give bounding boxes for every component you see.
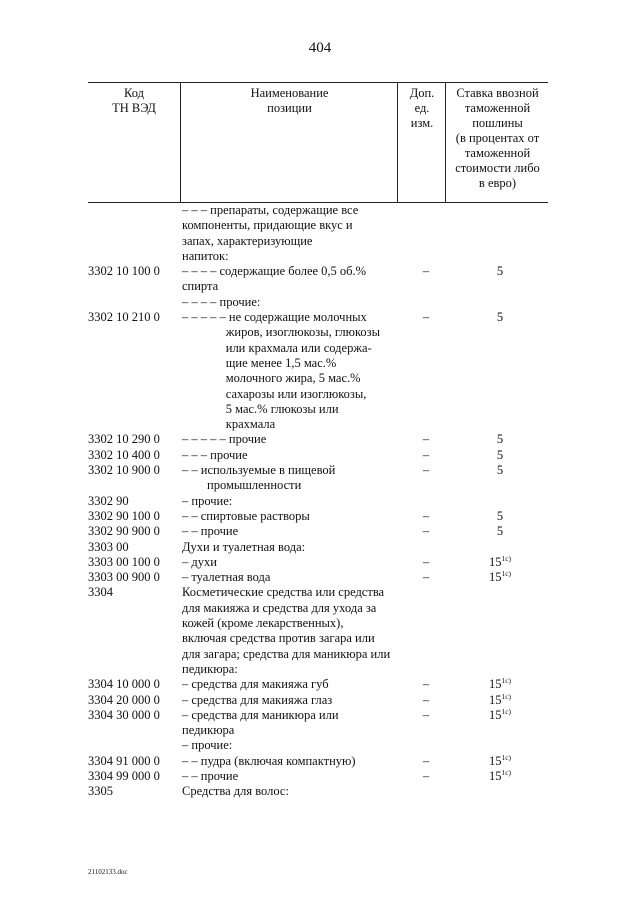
- table-row: [88, 677, 548, 692]
- row-code: 3302 90 900 0: [88, 524, 160, 539]
- description-line: для загара; средства для маникюра или: [182, 646, 391, 661]
- rate-footnote: 1с): [501, 691, 512, 701]
- description-line: для макияжа и средства для ухода за: [182, 600, 377, 615]
- table-row: [88, 203, 548, 264]
- row-description: [182, 448, 400, 463]
- row-description: [182, 310, 400, 432]
- table-row: [88, 524, 548, 539]
- row-rate: [452, 509, 548, 524]
- table-row: [88, 570, 548, 585]
- rate-value: 5: [496, 447, 504, 462]
- table-row: [88, 310, 548, 432]
- rate-value: 5: [496, 264, 504, 279]
- description-line: или крахмала или содержа-: [182, 340, 372, 355]
- table-row: [88, 264, 548, 295]
- row-code: 3302 90: [88, 493, 129, 508]
- description-line: – туалетная вода: [182, 570, 271, 585]
- table-row: [88, 448, 548, 463]
- table-row: [88, 754, 548, 769]
- row-rate: [452, 463, 548, 478]
- rate-footnote: 1с): [501, 553, 512, 563]
- row-code: 3303 00 900 0: [88, 570, 160, 585]
- description-line: спирта: [182, 279, 219, 294]
- description-line: включая средства против загара или: [182, 631, 375, 646]
- description-line: – – прочие: [182, 524, 239, 539]
- table-row: [88, 585, 548, 677]
- rate-value: 15: [488, 677, 502, 692]
- row-code: 3302 10 290 0: [88, 432, 160, 447]
- description-line: педикюра: [182, 723, 235, 738]
- row-code: 3304 99 000 0: [88, 768, 160, 783]
- rate-value: 15: [488, 768, 502, 783]
- table-row: [88, 509, 548, 524]
- description-line: – – пудра (включая компактную): [182, 753, 356, 768]
- description-line: – духи: [182, 554, 217, 569]
- description-line: – – – препараты, содержащие все: [182, 203, 359, 217]
- row-unit: –: [422, 432, 430, 447]
- rate-footnote: 1с): [501, 706, 512, 716]
- description-line: – прочие:: [182, 493, 233, 508]
- row-rate: [452, 754, 548, 769]
- description-line: – – – – – прочие: [182, 432, 267, 447]
- rate-value: 5: [496, 524, 504, 539]
- row-code: 3304 10 000 0: [88, 677, 160, 692]
- description-line: крахмала: [182, 417, 276, 432]
- rate-footnote: 1с): [501, 767, 512, 777]
- row-description: [182, 708, 400, 739]
- row-rate: [452, 693, 548, 708]
- row-unit: –: [422, 692, 430, 707]
- description-line: – средства для макияжа губ: [182, 677, 329, 692]
- row-description: [182, 738, 400, 753]
- description-line: – – прочие: [182, 768, 239, 783]
- row-unit: –: [422, 554, 430, 569]
- description-line: – – – – – не содержащие молочных: [182, 310, 367, 325]
- description-line: – – – – содержащие более 0,5 об.%: [182, 264, 367, 279]
- row-description: [182, 754, 400, 769]
- description-line: Духи и туалетная вода:: [182, 539, 306, 554]
- rate-value: 5: [496, 310, 504, 325]
- rate-footnote: 1с): [501, 752, 512, 762]
- row-rate: [452, 677, 548, 692]
- description-line: жиров, изоглюкозы, глюкозы: [182, 325, 380, 340]
- row-description: [182, 570, 400, 585]
- rate-value: 5: [496, 432, 504, 447]
- row-unit: –: [422, 753, 430, 768]
- description-line: – средства для макияжа глаз: [182, 692, 333, 707]
- description-line: – – спиртовые растворы: [182, 508, 310, 523]
- row-code: 3305: [88, 784, 113, 799]
- column-divider: [445, 82, 446, 202]
- rate-value: 15: [488, 554, 502, 569]
- table-row: [88, 738, 548, 753]
- rate-value: 15: [488, 753, 502, 768]
- row-code: 3302 10 210 0: [88, 310, 160, 325]
- page-number: 404: [308, 40, 332, 56]
- tariff-table-body: [88, 203, 548, 800]
- description-line: щие менее 1,5 мас.%: [182, 355, 337, 370]
- row-code: 3304: [88, 585, 113, 600]
- table-row: [88, 693, 548, 708]
- description-line: 5 мас.% глюкозы или: [182, 401, 339, 416]
- row-code: 3304 20 000 0: [88, 692, 160, 707]
- row-description: [182, 784, 400, 799]
- row-code: 3302 10 400 0: [88, 447, 160, 462]
- header-code: Код ТН ВЭД: [112, 86, 156, 115]
- description-line: компоненты, придающие вкус и: [182, 218, 353, 233]
- table-row: [88, 295, 548, 310]
- row-unit: –: [422, 707, 430, 722]
- description-line: – – – прочие: [182, 447, 248, 462]
- row-description: [182, 693, 400, 708]
- column-divider: [180, 82, 181, 202]
- row-rate: [452, 524, 548, 539]
- row-unit: –: [422, 463, 430, 478]
- column-divider: [397, 82, 398, 202]
- row-description: [182, 769, 400, 784]
- rate-value: 15: [488, 707, 502, 722]
- rate-footnote: 1с): [501, 568, 512, 578]
- row-description: [182, 295, 400, 310]
- row-unit: –: [422, 508, 430, 523]
- rate-value: 5: [496, 463, 504, 478]
- row-description: [182, 203, 400, 264]
- table-row: [88, 769, 548, 784]
- row-description: [182, 585, 400, 677]
- row-unit: –: [422, 677, 430, 692]
- row-description: [182, 509, 400, 524]
- row-rate: [452, 555, 548, 570]
- row-unit: –: [422, 768, 430, 783]
- rate-value: 15: [488, 570, 502, 585]
- description-line: промышленности: [182, 478, 302, 493]
- row-code: 3302 10 900 0: [88, 463, 160, 478]
- rate-value: 5: [496, 508, 504, 523]
- table-row: [88, 555, 548, 570]
- row-code: 3304 30 000 0: [88, 707, 160, 722]
- row-code: 3302 10 100 0: [88, 264, 160, 279]
- table-row: [88, 708, 548, 739]
- row-code: 3303 00: [88, 539, 129, 554]
- table-row: [88, 494, 548, 509]
- description-line: – средства для маникюра или: [182, 707, 339, 722]
- header-unit: Доп. ед. изм.: [409, 86, 435, 130]
- header-rate: Ставка ввозной таможенной пошлины (в процентах от таможенной стоимости либо в евро): [455, 86, 540, 190]
- description-line: Средства для волос:: [182, 784, 289, 799]
- description-line: Косметические средства или средства: [182, 585, 385, 600]
- description-line: кожей (кроме лекарственных),: [182, 616, 344, 631]
- row-rate: [452, 708, 548, 723]
- table-row: [88, 463, 548, 494]
- description-line: – прочие:: [182, 738, 233, 753]
- description-line: сахарозы или изоглюкозы,: [182, 386, 367, 401]
- row-rate: [452, 310, 548, 325]
- row-description: [182, 677, 400, 692]
- description-line: молочного жира, 5 мас.%: [182, 371, 361, 386]
- row-description: [182, 494, 400, 509]
- row-unit: –: [422, 310, 430, 325]
- row-rate: [452, 769, 548, 784]
- row-description: [182, 524, 400, 539]
- row-rate: [452, 432, 548, 447]
- row-description: [182, 432, 400, 447]
- row-description: [182, 555, 400, 570]
- header-name: Наименование позиции: [250, 86, 329, 115]
- row-unit: –: [422, 524, 430, 539]
- row-description: [182, 540, 400, 555]
- table-row: [88, 784, 548, 799]
- description-line: педикюра:: [182, 661, 238, 676]
- row-description: [182, 264, 400, 295]
- table-row: [88, 432, 548, 447]
- table-top-rule: [88, 82, 548, 83]
- row-rate: [452, 264, 548, 279]
- rate-footnote: 1с): [501, 676, 512, 686]
- description-line: напиток:: [182, 248, 229, 263]
- rate-value: 15: [488, 692, 502, 707]
- row-rate: [452, 448, 548, 463]
- row-rate: [452, 570, 548, 585]
- row-unit: –: [422, 570, 430, 585]
- description-line: – – используемые в пищевой: [182, 463, 336, 478]
- row-code: 3303 00 100 0: [88, 554, 160, 569]
- row-unit: –: [422, 264, 430, 279]
- footer-filename: 21102133.doc: [88, 868, 128, 876]
- row-code: 3302 90 100 0: [88, 508, 160, 523]
- description-line: – – – – прочие:: [182, 294, 261, 309]
- row-description: [182, 463, 400, 494]
- table-row: [88, 540, 548, 555]
- row-code: 3304 91 000 0: [88, 753, 160, 768]
- description-line: запах, характеризующие: [182, 233, 313, 248]
- row-unit: –: [422, 447, 430, 462]
